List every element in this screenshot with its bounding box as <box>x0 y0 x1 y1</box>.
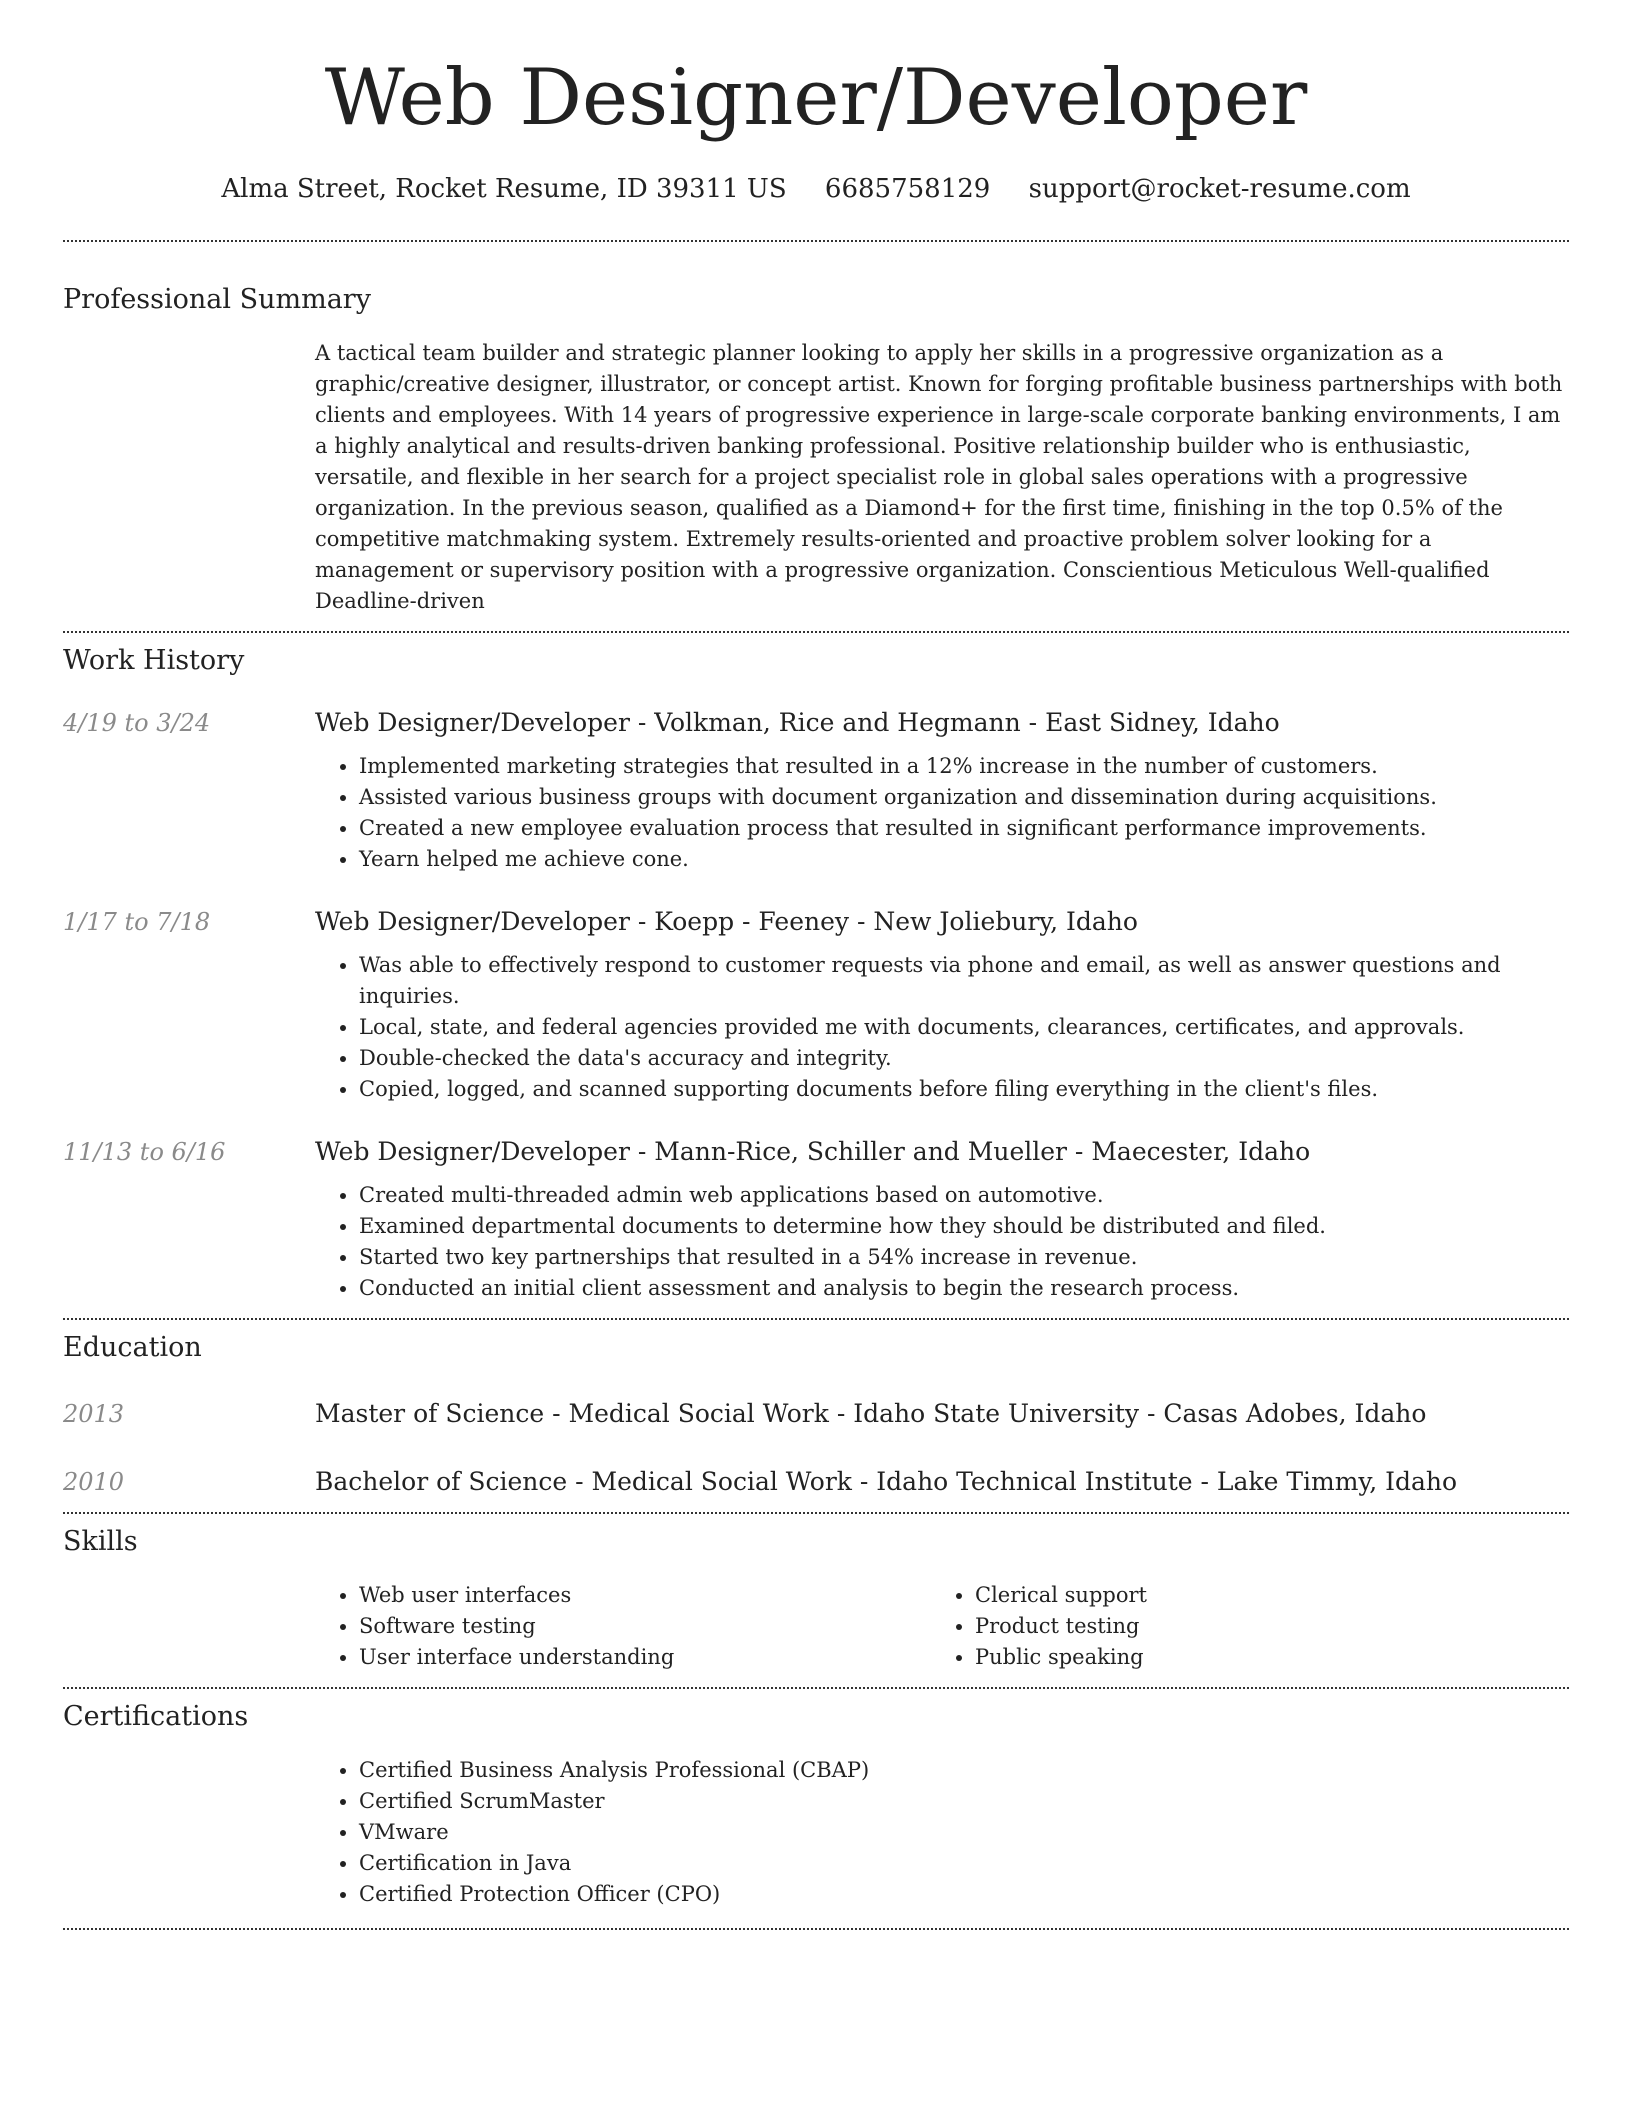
list-item: • Double-checked the data's accuracy and integrity. <box>359 1043 1569 1074</box>
certifications-row <box>63 1755 1569 1910</box>
list-item: • Software testing <box>359 1611 931 1642</box>
list-item: • Public speaking <box>975 1642 1575 1673</box>
list-item: • Copied, logged, and scanned supporting documents before filing everything in the client's files. <box>359 1074 1569 1105</box>
email: support@rocket-resume.com <box>1028 174 1411 204</box>
divider <box>63 240 1569 242</box>
list-item: • Started two key partnerships that resulted in a 54% increase in revenue. <box>359 1242 1569 1273</box>
contact-line <box>63 172 1569 206</box>
section-title-work-history: Work History <box>63 645 245 676</box>
skills-list-left <box>315 1580 931 1673</box>
job-entry <box>63 906 1569 1105</box>
job-bullets <box>315 950 1569 1105</box>
phone: 6685758129 <box>824 174 991 204</box>
skills-row <box>63 1580 1569 1673</box>
certifications-list <box>315 1755 1569 1910</box>
list-item: • Certification in Java <box>359 1848 1569 1879</box>
job-entry <box>63 1136 1569 1304</box>
resume-header <box>63 0 1569 206</box>
list-item: • User interface understanding <box>359 1642 931 1673</box>
skills-list-right <box>931 1580 1575 1673</box>
candidate-name: Web Designer/Developer <box>324 53 1308 143</box>
summary-section <box>63 282 1569 617</box>
section-title-certifications: Certifications <box>63 1701 249 1732</box>
work-history-section <box>63 643 1569 1304</box>
list-item: • Yearn helped me achieve cone. <box>359 844 1569 875</box>
list-item: • Certified ScrumMaster <box>359 1786 1569 1817</box>
skills-section <box>63 1524 1569 1673</box>
divider <box>63 1318 1569 1320</box>
job-dates: 1/17 to 7/18 <box>63 908 211 936</box>
education-year: 2013 <box>63 1400 125 1428</box>
list-item: • Product testing <box>975 1611 1575 1642</box>
education-degree: Master of Science - Medical Social Work - Idaho State University - Casas Adobes, Idaho <box>315 1399 1427 1428</box>
divider <box>63 1512 1569 1514</box>
education-degree: Bachelor of Science - Medical Social Work - Idaho Technical Institute - Lake Timmy, Idaho <box>315 1467 1458 1496</box>
education-year: 2010 <box>63 1468 125 1496</box>
education-entry <box>63 1466 1569 1498</box>
job-entry <box>63 707 1569 875</box>
job-heading: Web Designer/Developer - Koepp - Feeney - New Joliebury, Idaho <box>315 907 1138 936</box>
job-heading: Web Designer/Developer - Mann-Rice, Schiller and Mueller - Maecester, Idaho <box>315 1137 1311 1166</box>
divider <box>63 1687 1569 1689</box>
list-item: • Conducted an initial client assessment and analysis to begin the research process. <box>359 1273 1569 1304</box>
address: Alma Street, Rocket Resume, ID 39311 US <box>221 174 787 204</box>
education-entry <box>63 1398 1569 1430</box>
section-title-summary: Professional Summary <box>63 284 371 315</box>
list-item: • Certified Business Analysis Professional (CBAP) <box>359 1755 1569 1786</box>
job-bullets <box>315 751 1569 875</box>
education-section <box>63 1330 1569 1498</box>
list-item: • Clerical support <box>975 1580 1575 1611</box>
job-dates: 11/13 to 6/16 <box>63 1138 226 1166</box>
section-title-education: Education <box>63 1332 202 1363</box>
list-item: • Assisted various business groups with document organization and dissemination during acquisitions. <box>359 782 1569 813</box>
list-item: • Examined departmental documents to determine how they should be distributed and filed. <box>359 1211 1569 1242</box>
divider <box>63 1928 1569 1930</box>
list-item: • Local, state, and federal agencies provided me with documents, clearances, certificates, and approvals. <box>359 1012 1569 1043</box>
list-item: • Created a new employee evaluation process that resulted in significant performance improvements. <box>359 813 1569 844</box>
divider <box>63 631 1569 633</box>
job-heading: Web Designer/Developer - Volkman, Rice and Hegmann - East Sidney, Idaho <box>315 708 1280 737</box>
summary-text: A tactical team builder and strategic planner looking to apply her skills in a progressive organization as a graphic/creative designer, illustrator, or concept artist. Known for forging profitable business partnerships with both clients and employees. With 14 years of progressive experience in large-scale corporate banking environments, I am a highly analytical and results-driven banking professional. Positive relationship builder who is enthusiastic, versatile, and flexible in her search for a project specialist role in global sales operations with a progressive organization. In the previous season, qualified as a Diamond+ for the first time, finishing in the top 0.5% of the competitive matchmaking system. Extremely results-oriented and proactive problem solver looking for a management or supervisory position with a progressive organization. Conscientious Meticulous Well-qualified Deadline-driven <box>315 341 1563 613</box>
list-item: • Implemented marketing strategies that resulted in a 12% increase in the number of customers. <box>359 751 1569 782</box>
list-item: • Certified Protection Officer (CPO) <box>359 1879 1569 1910</box>
job-bullets <box>315 1180 1569 1304</box>
list-item: • VMware <box>359 1817 1569 1848</box>
list-item: • Web user interfaces <box>359 1580 931 1611</box>
certifications-section <box>63 1699 1569 1910</box>
job-dates: 4/19 to 3/24 <box>63 709 211 737</box>
list-item: • Was able to effectively respond to customer requests via phone and email, as well as answer questions and inquiries. <box>359 950 1569 1012</box>
section-title-skills: Skills <box>63 1526 138 1557</box>
list-item: • Created multi-threaded admin web applications based on automotive. <box>359 1180 1569 1211</box>
